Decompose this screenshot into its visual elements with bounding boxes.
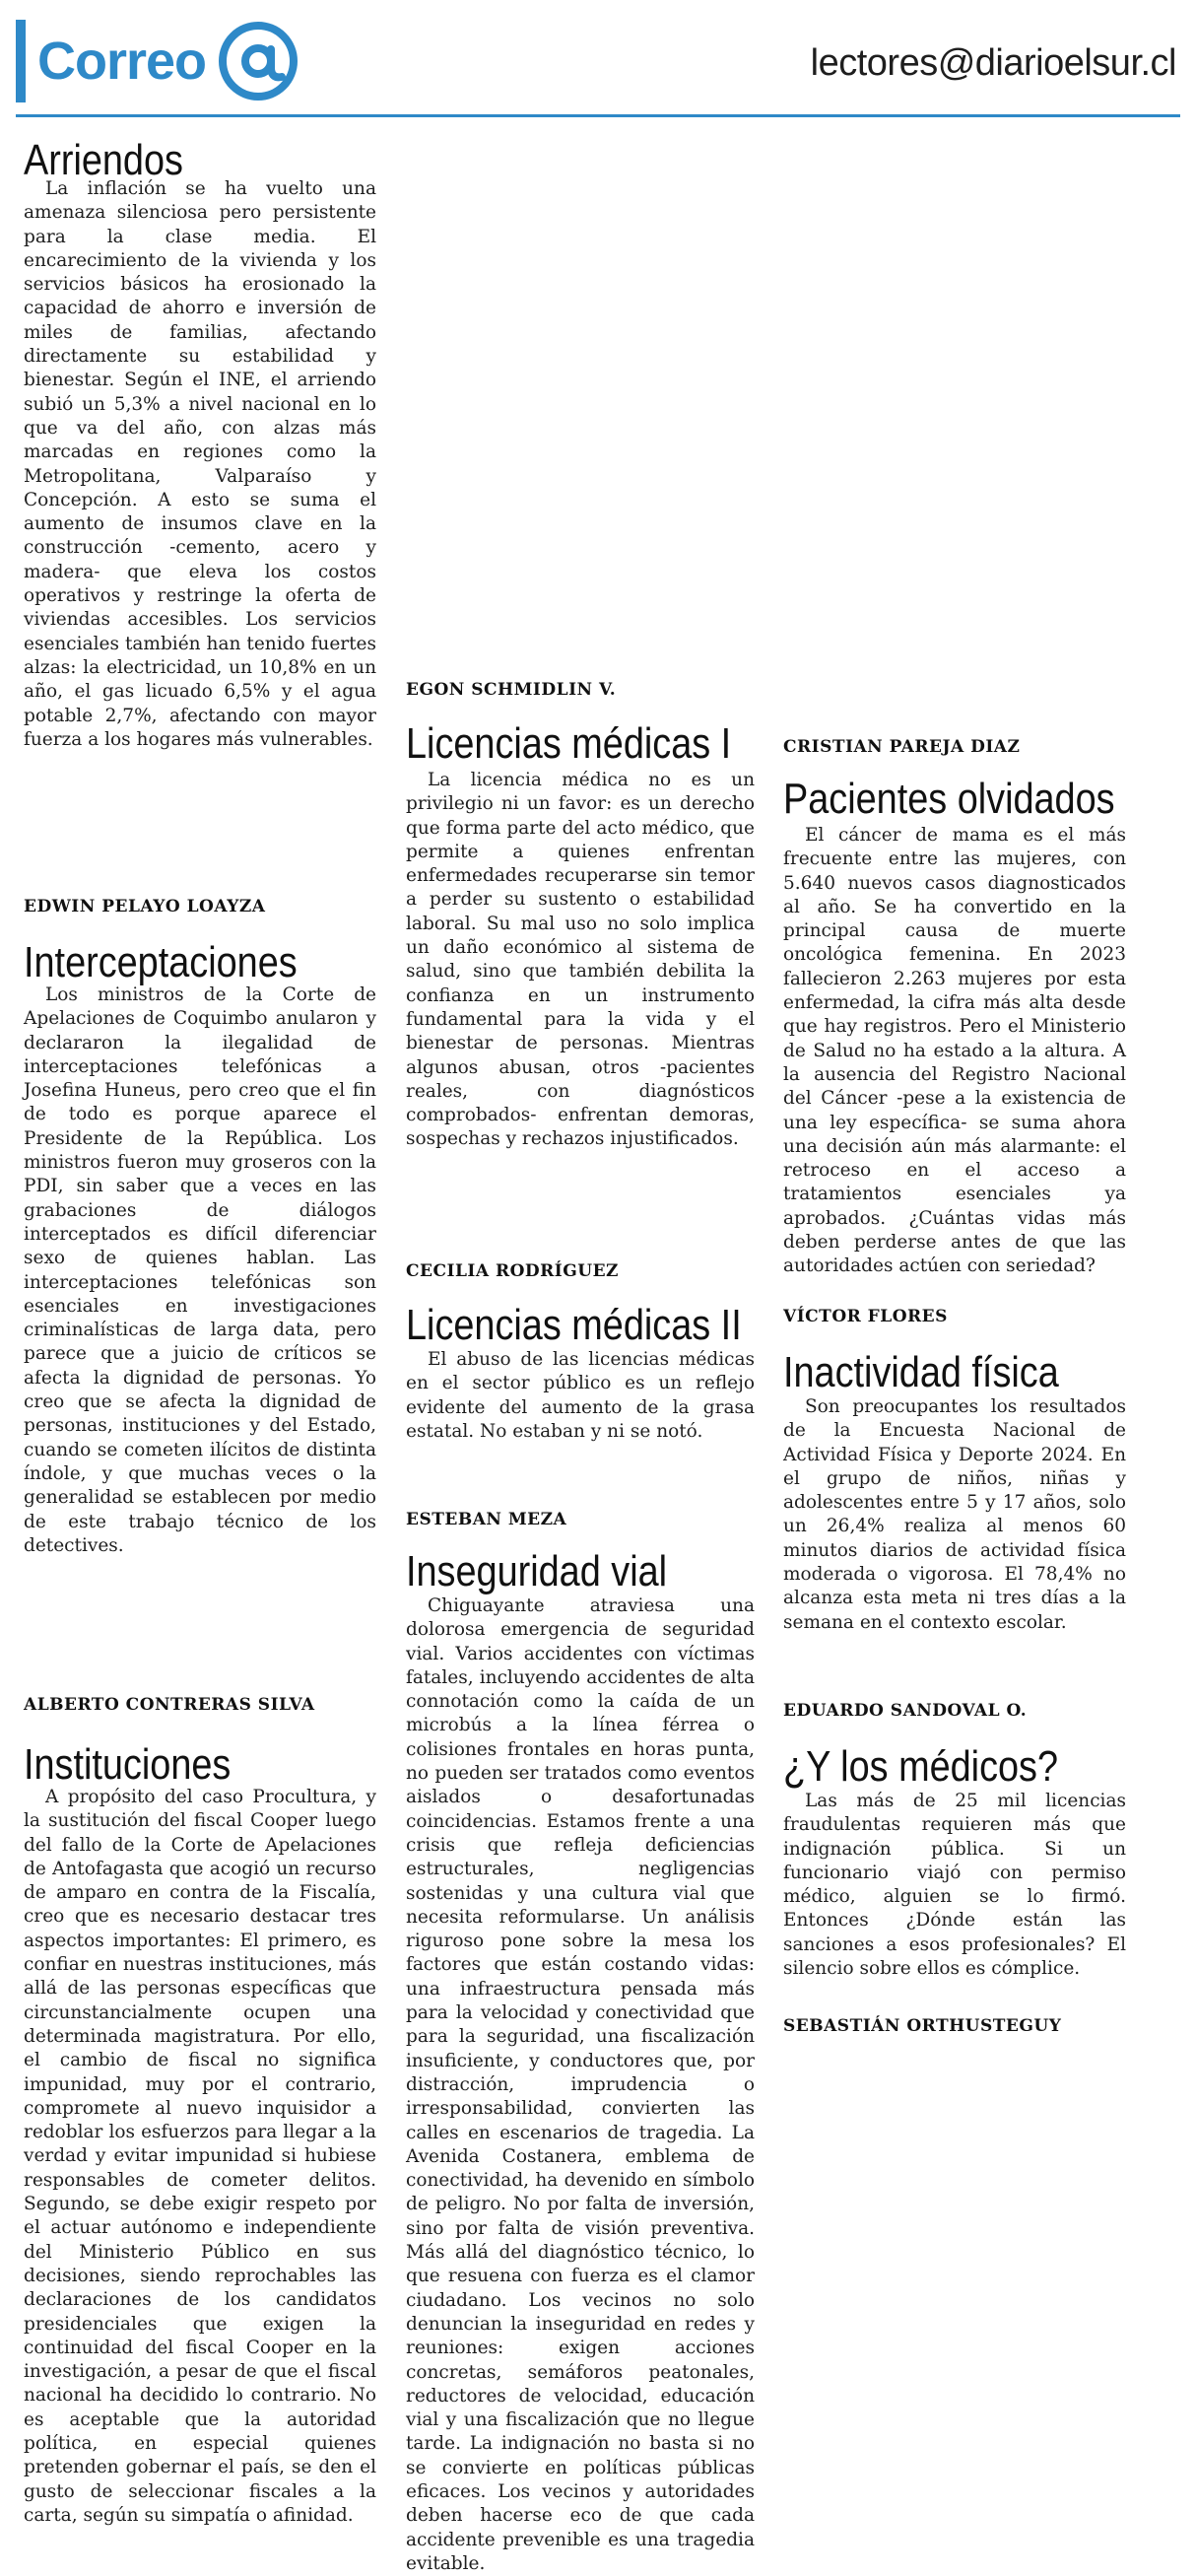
letter-author: ALBERTO CONTRERAS SILVA	[24, 1695, 315, 1715]
letter-author: EDWIN PELAYO LOAYZA	[24, 897, 266, 916]
letter-headline: Instituciones	[24, 1740, 232, 1789]
accent-bar	[16, 20, 26, 102]
letter-body: La licencia médica no es un privilegio ni un favor: es un derecho que forma parte del acto médico, que permite a quienes enfrentan enfermedades recuperarse sin temor a perder su sustento o estabilidad laboral. Su mal uso no solo implica un daño económico al sistema de salud, sino que también debilita la confianza en un instrumento fundamental para la vida y el bienestar de personas. Mientras algunos abusan, otros -pacientes reales, con diagnósticos comprobados- enfrentan demoras, sospechas y rechazos injustificados.	[406, 770, 755, 1150]
contact-email[interactable]: lectores@diarioelsur.cl	[810, 42, 1176, 84]
header-divider	[16, 114, 1180, 117]
letter-author: VÍCTOR FLORES	[783, 1307, 948, 1326]
letter-body: Son preocupantes los resultados de la Encuesta Nacional de Actividad Física y Deporte 2024. En el grupo de niños, niñas y adolescentes entre 5 y 17 años, solo un 26,4% realiza al menos 60 minutos diarios de actividad física moderada o vigorosa. El 78,4% no alcanza esta meta ni tres días a la semana en el contexto escolar.	[783, 1396, 1126, 1633]
letter-author: CRISTIAN PAREJA DIAZ	[783, 737, 1021, 757]
letter-author: EDUARDO SANDOVAL O.	[783, 1701, 1028, 1721]
letter-body: Los ministros de la Corte de Apelaciones de Coquimbo anularon y declararon la ilegalidad de interceptaciones telefónicas a Josefina Huneus, pero creo que el fin de todo es porque aparece el Presidente de la República. Los ministros fueron muy groseros con la PDI, sin saber que a veces en las grabaciones de diálogos interceptados es difícil diferenciar sexo de quienes hablan. Las interceptaciones telefónicas son esenciales en investigaciones criminalísticas de larga data, pero parece que a juicio de críticos se afecta la dignidad de personas. Yo creo que se afecta la dignidad de personas, instituciones y del Estado, cuando se cometen ilícitos de distinta índole, y que muchas veces o la generalidad se establecen por medio de este trabajo técnico de los detectives.	[24, 984, 376, 1556]
letter-headline: Pacientes olvidados	[783, 775, 1115, 823]
letter-body: El abuso de las licencias médicas en el sector público es un reflejo evidente del aumento de la grasa estatal. No estaban y ni se notó.	[406, 1349, 755, 1442]
letter-body: El cáncer de mama es el más frecuente entre las mujeres, con 5.640 nuevos casos diagnosticados al año. Se ha convertido en la principal causa de muerte oncológica femenina. En 2023 fallecieron 2.263 mujeres por esta enfermedad, la cifra más alta desde que hay registros. Pero el Ministerio de Salud no ha estado a la altura. A la ausencia del Registro Nacional del Cáncer -pese a la existencia de una ley específica- se suma ahora una decisión aún más alarmante: el retroceso en el acceso a tratamientos esenciales ya aprobados. ¿Cuántas vidas más deben perderse antes de que las autoridades actúen con seriedad?	[783, 825, 1126, 1277]
at-sign-icon	[217, 20, 299, 102]
letter-headline: Inactividad física	[783, 1348, 1059, 1396]
letter-headline: ¿Y los médicos?	[783, 1742, 1059, 1791]
letter-body: Las más de 25 mil licencias fraudulentas requieren más que indignación pública. Si un funcionario viajó con permiso médico, alguien se lo firmó. Entonces ¿Dónde están las sanciones a esos profesionales? El silencio sobre ellos es cómplice.	[783, 1791, 1126, 1980]
section-title: Correo	[37, 32, 207, 91]
letter-author: ESTEBAN MEZA	[406, 1510, 567, 1529]
letter-body: La inflación se ha vuelto una amenaza silenciosa pero persistente para la clase media. El encarecimiento de la vivienda y los servicios básicos ha erosionado la capacidad de ahorro e inversión de miles de familias, afectando directamente su estabilidad y bienestar. Según el INE, el arriendo subió un 5,3% a nivel nacional en lo que va del año, con alzas más marcadas en regiones como la Metropolitana, Valparaíso y Concepción. A esto se suma el aumento de insumos clave en la construcción -cemento, acero y madera- que eleva los costos operativos y restringe la oferta de viviendas accesibles. Los servicios esenciales también han tenido fuertes alzas: la electricidad, un 10,8% en un año, el gas licuado 6,5% y el agua potable 2,7%, afectando con mayor fuerza a los hogares más vulnerables.	[24, 178, 376, 750]
letter-author: EGON SCHMIDLIN V.	[406, 680, 617, 700]
letter-headline: Licencias médicas II	[406, 1301, 742, 1349]
letter-body: Chiguayante atraviesa una dolorosa emergencia de seguridad vial. Varios accidentes con víctimas fatales, incluyendo accidentes de alta connotación como la caída de un microbús a la línea férrea o colisiones frontales en horas punta, no pueden ser tratados como eventos aislados o desafortunadas coincidencias. Estamos frente a una crisis que refleja deficiencias estructurales, negligencias sostenidas y una cultura vial que necesita reformularse. Un análisis riguroso pone sobre la mesa los factores que están costando vidas: una infraestructura pensada más para la velocidad y conectividad que para la seguridad, una fiscalización insuficiente, y conductores que, por distracción, imprudencia o irresponsabilidad, convierten las calles en escenarios de tragedia. La Avenida Costanera, emblema de conectividad, ha devenido en símbolo de peligro. No por falta de inversión, sino por falta de visión preventiva. Más allá del diagnóstico técnico, lo que resuena con fuerza es el clamor ciudadano. Los vecinos no solo denuncian la inseguridad en redes y reuniones: exigen acciones concretas, semáforos peatonales, reductores de velocidad, educación vial y una fiscalización que no llegue tarde. La indignación no basta si no se convierte en políticas públicas eficaces. Los vecinos y autoridades deben hacerse eco de que cada accidente prevenible es una tragedia evitable.	[406, 1595, 755, 2574]
letter-author: CECILIA RODRÍGUEZ	[406, 1261, 619, 1281]
section-header	[0, 0, 1196, 126]
column-3	[783, 126, 1126, 2186]
letter-author: SEBASTIÁN ORTHUSTEGUY	[783, 2016, 1062, 2036]
column-2	[406, 126, 755, 2574]
letter-headline: Interceptaciones	[24, 938, 298, 986]
letter-headline: Licencias médicas I	[406, 719, 732, 768]
letter-body: A propósito del caso Procultura, y la sustitución del fiscal Cooper luego del fallo de la Corte de Apelaciones de Antofagasta que acogió un recurso de amparo en contra de la Fiscalía, creo que es necesario destacar tres aspectos importantes: El primero, es confiar en nuestras instituciones, más allá de las personas específicas que circunstancialmente ocupen una determinada magistratura. Por ello, el cambio de fiscal no significa impunidad, muy por el contrario, compromete al nuevo inquisidor a redoblar los esfuerzos para llegar a la verdad y evitar impunidad si hubiese responsables de cometer delitos. Segundo, se debe exigir respeto por el actuar autónomo e independiente del Ministerio Público en sus decisiones, siendo reprochables las declaraciones de los candidatos presidenciales que exigen la continuidad del fiscal Cooper en la investigación, a pesar de que el fiscal nacional ha decidido lo contrario. No es aceptable que la autoridad política, en especial quienes pretenden gobernar el país, se den el gusto de seleccionar fiscales a la carta, según su simpatía o afinidad.	[24, 1787, 376, 2526]
letter-headline: Arriendos	[24, 136, 183, 184]
column-1	[24, 126, 376, 2526]
letter-headline: Inseguridad vial	[406, 1547, 668, 1595]
